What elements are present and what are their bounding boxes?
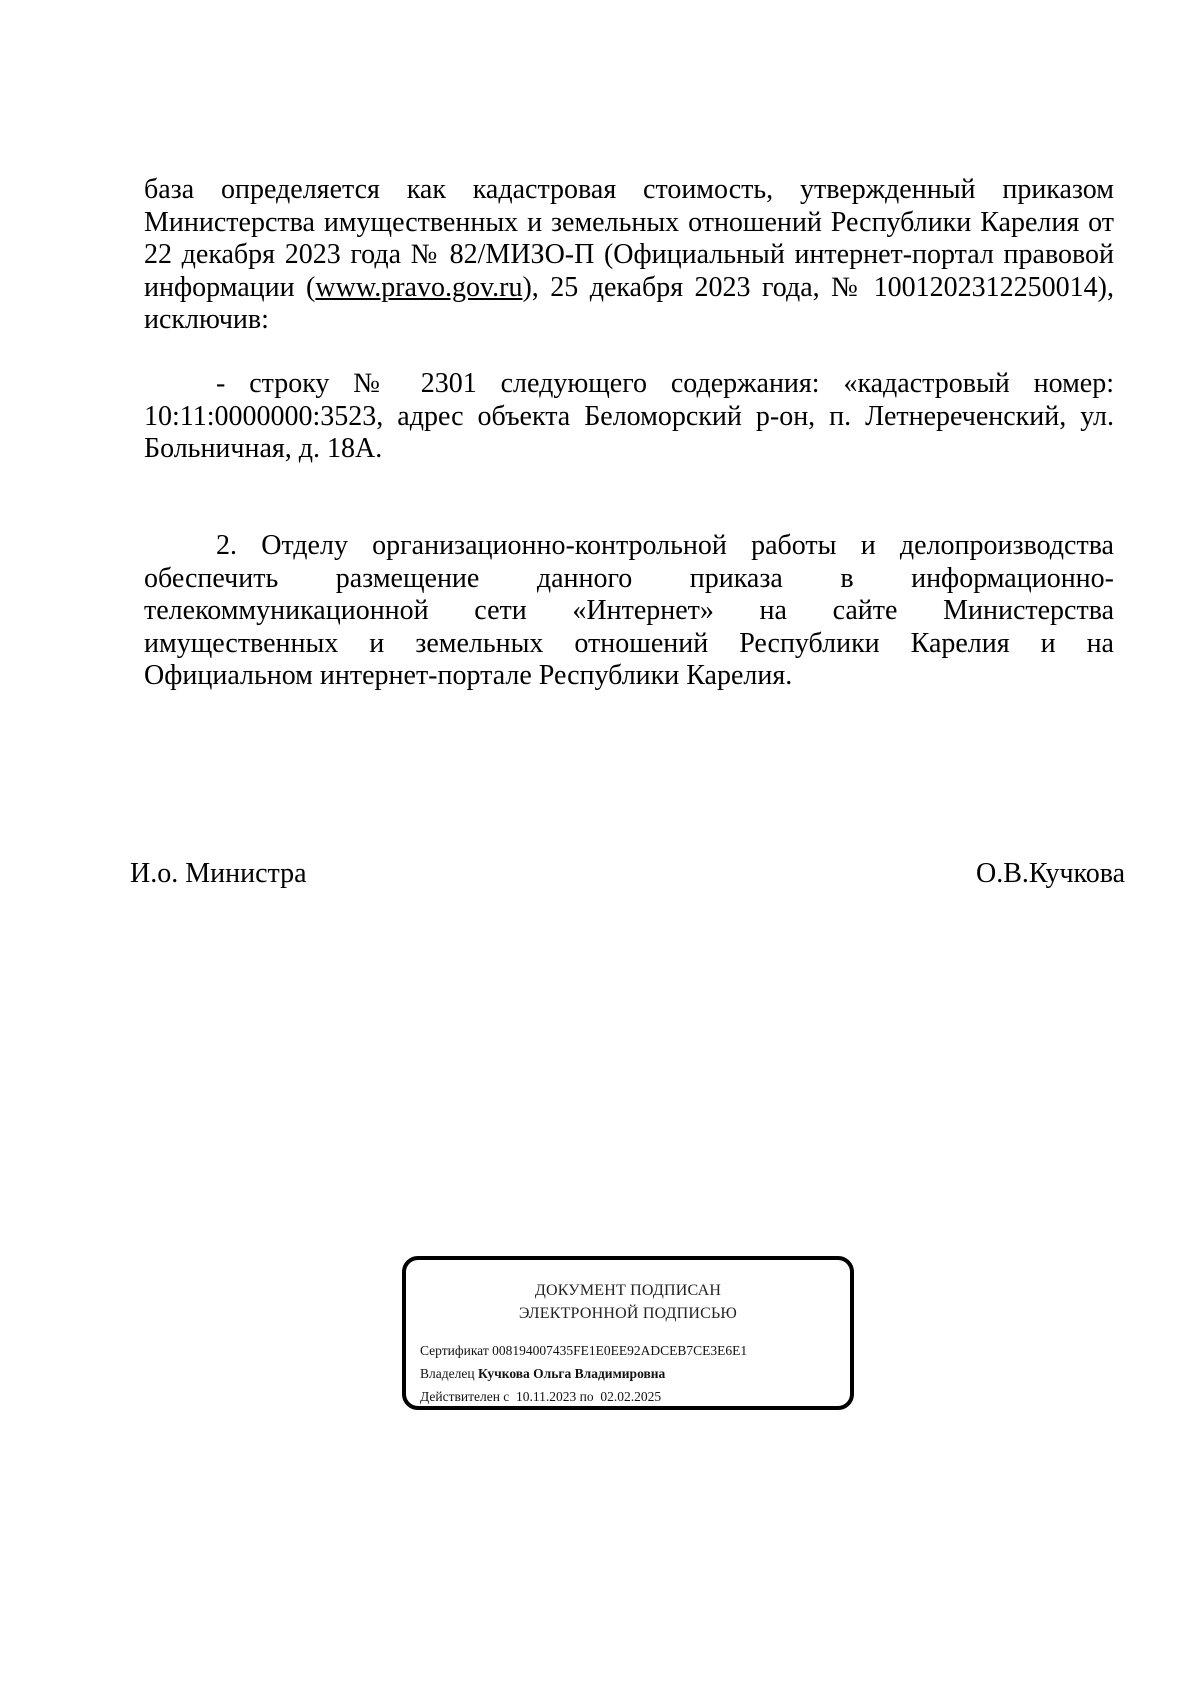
valid-from-label: Действителен с xyxy=(420,1389,510,1404)
valid-to-label: по xyxy=(579,1389,594,1404)
stamp-header-line-2: ЭЛЕКТРОННОЙ ПОДПИСЬЮ xyxy=(518,1305,738,1322)
valid-from-date: 10.11.2023 xyxy=(516,1389,577,1404)
paragraph-publication-order: 2. Отделу организационно-контрольной работы и делопроизводства обеспечить размещение данного приказа в информационно-телекоммуникационной сети «Интернет» на сайте Министерства имущественных и земельных отношений Республики Карелия и на Официальном интернет-портале Республики Карелия. xyxy=(144,530,1114,691)
owner-label: Владелец xyxy=(420,1366,475,1381)
stamp-validity-line xyxy=(420,1385,842,1408)
signatory-name: О.В.Кучкова xyxy=(975,858,1125,889)
electronic-signature-stamp xyxy=(402,1256,854,1410)
stamp-owner-line xyxy=(420,1362,842,1385)
owner-value: Кучкова Ольга Владимировна xyxy=(477,1366,666,1381)
paragraph-tax-base xyxy=(144,174,1114,337)
stamp-header-line-1: ДОКУМЕНТ ПОДПИСАН xyxy=(534,1282,722,1299)
stamp-details xyxy=(420,1339,842,1408)
signatory-title: И.о. Министра xyxy=(130,858,307,889)
valid-to-date: 02.02.2025 xyxy=(600,1389,662,1404)
stamp-certificate-line xyxy=(420,1339,842,1362)
paragraph-excluded-row: - строку № 2301 следующего содержания: «кадастровый номер: 10:11:0000000:3523, адрес объекта Беломорский р-он, п. Летнереченский, ул. Больничная, д. 18А. xyxy=(144,368,1114,464)
stamp-header xyxy=(406,1279,850,1325)
paragraph-tax-base-text-end: ), 25 декабря 2023 года, № 1001202312250014), исключив: xyxy=(144,271,1114,335)
paragraph-tax-base-text-start: база определяется как кадастровая стоимость, утвержденный приказом Министерства имущественных и земельных отношений Республики Карелия от 22 декабря 2023 года № 82/МИЗО-П (Официальный интернет-портал правовой информации ( xyxy=(144,174,1114,303)
certificate-value: 008194007435FE1E0EE92ADCEB7CE3E6E1 xyxy=(492,1343,748,1358)
pravo-gov-link[interactable]: www.pravo.gov.ru xyxy=(315,271,523,303)
certificate-label: Сертификат xyxy=(420,1343,489,1358)
